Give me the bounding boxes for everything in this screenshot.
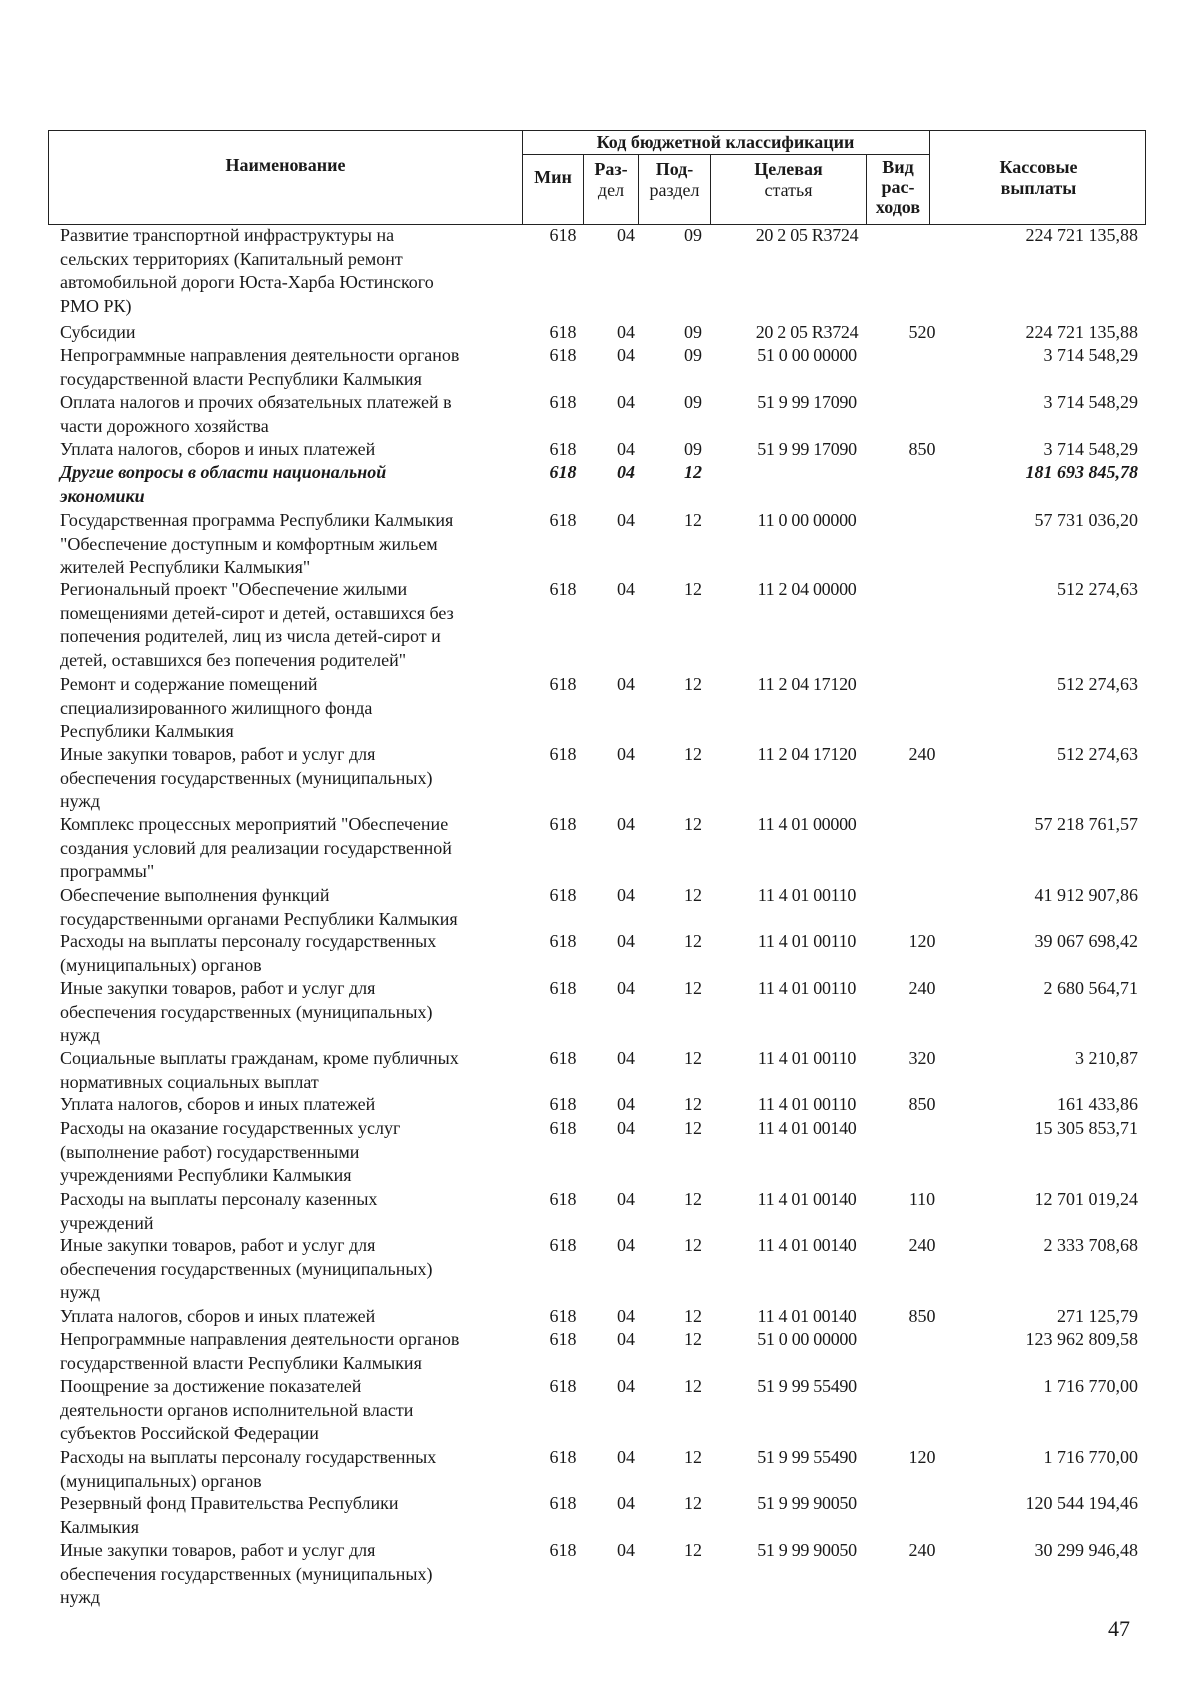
row-name-line: обеспечения государственных (муниципальных) [60,1563,433,1584]
row-min: 618 [549,814,577,834]
row-vid-rashodov: 320 [908,1048,936,1068]
row-razdel: 04 [617,1493,635,1513]
row-name-line: Другие вопросы в области национальной [60,462,387,482]
row-podrazdel: 12 [684,1118,702,1138]
row-celevaya-statya: 11 2 04 17120 [757,744,857,764]
row-name-line: государственной власти Республики Калмыкия [60,368,422,389]
row-podrazdel: 12 [684,1376,702,1396]
row-razdel: 04 [617,1329,635,1349]
row-min: 618 [549,439,577,459]
header-name: Наименование [225,155,346,175]
row-min: 618 [549,1329,577,1349]
row-name-line: нужд [60,1025,100,1045]
header-min: Мин [534,167,572,187]
header-razdel: Раз- дел [594,159,628,200]
row-min: 618 [549,1118,577,1138]
row-razdel: 04 [617,225,635,245]
row-min: 618 [549,462,577,482]
row-podrazdel: 12 [684,462,702,482]
row-vid-rashodov: 110 [908,1189,936,1209]
row-kassa-sum: 123 962 809,58 [1025,1329,1138,1349]
row-podrazdel: 12 [684,1447,702,1467]
row-name [60,884,525,931]
row-kassa-sum: 2 680 564,71 [1043,978,1138,998]
row-podrazdel: 12 [684,1540,702,1560]
row-min: 618 [549,1540,577,1560]
row-name-line: Непрограммные направления деятельности органов [60,345,460,365]
row-celevaya-statya: 51 9 99 55490 [757,1447,857,1467]
row-name-line: Резервный фонд Правительства Республики [60,1493,399,1513]
row-podrazdel: 12 [684,510,702,530]
row-name [60,224,525,318]
row-name [60,673,525,744]
row-name-line: Развитие транспортной инфраструктуры на [60,225,395,245]
row-kassa-sum: 512 274,63 [1057,744,1138,764]
row-name [60,1047,525,1094]
row-podrazdel: 12 [684,1094,702,1114]
row-name-line: Иные закупки товаров, работ и услуг для [60,744,376,764]
row-name-line: Иные закупки товаров, работ и услуг для [60,978,376,998]
row-podrazdel: 12 [684,744,702,764]
row-name-line: Иные закупки товаров, работ и услуг для [60,1235,376,1255]
row-name-line: Ремонт и содержание помещений [60,674,318,694]
row-name [60,1188,525,1235]
row-razdel: 04 [617,439,635,459]
row-podrazdel: 12 [684,978,702,998]
row-kassa-sum: 120 544 194,46 [1025,1493,1138,1513]
row-name-line: Региональный проект "Обеспечение жилыми [60,579,408,599]
row-name-line: попечения родителей, лиц из числа детей-сирот и [60,626,441,646]
row-celevaya-statya: 11 4 01 00110 [757,885,857,905]
row-kassa-sum: 161 433,86 [1057,1094,1138,1114]
row-celevaya-statya: 11 4 01 00110 [757,1048,857,1068]
row-celevaya-statya: 11 4 01 00110 [757,931,857,951]
row-razdel: 04 [617,1540,635,1560]
row-podrazdel: 12 [684,1189,702,1209]
row-kassa-sum: 3 714 548,29 [1043,392,1138,412]
row-kassa-sum: 512 274,63 [1057,579,1138,599]
row-name-line: Расходы на выплаты персоналу казенных [60,1189,378,1209]
row-razdel: 04 [617,931,635,951]
header-kassa: Кассовые выплаты [999,157,1078,198]
row-min: 618 [549,885,577,905]
row-kassa-sum: 271 125,79 [1057,1306,1138,1326]
row-name-line: учреждениями Республики Калмыкия [60,1165,352,1185]
row-name-line: детей, оставшихся без попечения родителей" [60,649,407,670]
row-name-line: государственными органами Республики Калмыкия [60,908,458,929]
row-kassa-sum: 2 333 708,68 [1043,1235,1138,1255]
row-name [60,1305,525,1329]
row-razdel: 04 [617,322,635,342]
row-celevaya-statya: 51 9 99 90050 [757,1493,857,1513]
row-name-line: экономики [60,485,145,506]
row-vid-rashodov: 120 [908,1447,936,1467]
row-name-line: нужд [60,1587,100,1607]
row-min: 618 [549,1447,577,1467]
row-name [60,1492,525,1539]
row-podrazdel: 12 [684,1235,702,1255]
row-podrazdel: 09 [684,345,702,365]
row-kassa-sum: 512 274,63 [1057,674,1138,694]
row-celevaya-statya: 51 0 00 00000 [757,345,857,365]
row-celevaya-statya: 20 2 05 R3724 [755,322,859,342]
row-min: 618 [549,225,577,245]
header-vid: Вид рас- ходов [875,157,921,217]
row-name-line: помещениями детей-сирот и детей, оставшихся без [60,602,454,623]
row-podrazdel: 12 [684,1329,702,1349]
row-celevaya-statya: 11 2 04 00000 [757,579,857,599]
row-name [60,1539,525,1610]
row-name-line: сельских территориях (Капитальный ремонт [60,248,403,269]
table-header [48,130,1146,225]
row-kassa-sum: 181 693 845,78 [1025,462,1138,482]
row-name-line: Обеспечение выполнения функций [60,885,330,905]
row-name-line: Оплата налогов и прочих обязательных платежей в [60,392,452,412]
row-vid-rashodov: 240 [908,1540,936,1560]
row-name-line: (муниципальных) органов [60,954,262,975]
row-celevaya-statya: 11 2 04 17120 [757,674,857,694]
row-celevaya-statya: 11 4 01 00110 [757,978,857,998]
row-name-line: обеспечения государственных (муниципальных) [60,1001,433,1022]
row-podrazdel: 12 [684,1493,702,1513]
row-razdel: 04 [617,1118,635,1138]
row-name [60,461,525,508]
row-podrazdel: 09 [684,439,702,459]
row-name-line: Калмыкия [60,1516,140,1537]
row-razdel: 04 [617,1447,635,1467]
row-kassa-sum: 41 912 907,86 [1034,885,1138,905]
row-min: 618 [549,1493,577,1513]
row-name-line: (выполнение работ) государственными [60,1141,360,1162]
row-podrazdel: 12 [684,931,702,951]
row-kassa-sum: 12 701 019,24 [1034,1189,1138,1209]
row-min: 618 [549,510,577,530]
row-name [60,930,525,977]
row-min: 618 [549,674,577,694]
row-kassa-sum: 3 714 548,29 [1043,345,1138,365]
row-razdel: 04 [617,674,635,694]
row-kassa-sum: 57 218 761,57 [1034,814,1138,834]
header-celevaya: Целевая статья [754,159,823,200]
row-min: 618 [549,1048,577,1068]
row-kassa-sum: 1 716 770,00 [1043,1447,1138,1467]
header-podrazdel: Под- раздел [649,159,700,200]
row-vid-rashodov: 240 [908,978,936,998]
row-razdel: 04 [617,1189,635,1209]
row-razdel: 04 [617,510,635,530]
row-celevaya-statya: 51 9 99 55490 [757,1376,857,1396]
row-name-line: нужд [60,1282,100,1302]
row-min: 618 [549,1376,577,1396]
row-razdel: 04 [617,1306,635,1326]
row-name [60,509,525,580]
row-celevaya-statya: 11 4 01 00000 [757,814,857,834]
row-name-line: Поощрение за достижение показателей [60,1376,362,1396]
row-name-line: Республики Калмыкия [60,721,234,741]
row-razdel: 04 [617,744,635,764]
row-name [60,813,525,884]
row-name-line: нормативных социальных выплат [60,1071,319,1092]
row-min: 618 [549,392,577,412]
row-name-line: Иные закупки товаров, работ и услуг для [60,1540,376,1560]
row-kassa-sum: 30 299 946,48 [1034,1540,1138,1560]
row-celevaya-statya: 11 4 01 00140 [757,1189,857,1209]
row-razdel: 04 [617,1376,635,1396]
row-name [60,344,525,391]
row-vid-rashodov: 520 [908,322,936,342]
row-name-line: Субсидии [60,322,136,342]
page-number: 47 [1108,1616,1130,1641]
row-name-line: нужд [60,791,100,811]
row-min: 618 [549,931,577,951]
row-min: 618 [549,345,577,365]
row-min: 618 [549,744,577,764]
row-min: 618 [549,1306,577,1326]
row-vid-rashodov: 120 [908,931,936,951]
row-name-line: Уплата налогов, сборов и иных платежей [60,1306,376,1326]
row-vid-rashodov: 240 [908,744,936,764]
row-vid-rashodov: 850 [908,1094,936,1114]
row-kassa-sum: 3 714 548,29 [1043,439,1138,459]
row-vid-rashodov: 850 [908,439,936,459]
row-podrazdel: 09 [684,225,702,245]
row-name-line: Расходы на оказание государственных услуг [60,1118,401,1138]
row-podrazdel: 12 [684,814,702,834]
row-razdel: 04 [617,1048,635,1068]
row-name-line: РМО РК) [60,295,132,316]
row-min: 618 [549,1235,577,1255]
row-kassa-sum: 3 210,87 [1075,1048,1138,1068]
row-razdel: 04 [617,1094,635,1114]
row-name [60,1375,525,1446]
row-name-line: создания условий для реализации государственной [60,837,452,858]
row-name-line: специализированного жилищного фонда [60,697,373,718]
row-kassa-sum: 1 716 770,00 [1043,1376,1138,1396]
row-razdel: 04 [617,462,635,482]
row-podrazdel: 12 [684,674,702,694]
row-min: 618 [549,1189,577,1209]
row-name [60,321,525,345]
row-celevaya-statya: 11 0 00 00000 [757,510,857,530]
row-name [60,391,525,438]
row-name-line: (муниципальных) органов [60,1470,262,1491]
row-celevaya-statya: 51 9 99 90050 [757,1540,857,1560]
row-name-line: государственной власти Республики Калмыкия [60,1352,422,1373]
row-name-line: "Обеспечение доступным и комфортным жильем [60,533,438,554]
row-podrazdel: 12 [684,1048,702,1068]
row-min: 618 [549,1094,577,1114]
row-celevaya-statya: 11 4 01 00140 [757,1306,857,1326]
row-name [60,1117,525,1188]
row-razdel: 04 [617,978,635,998]
row-razdel: 04 [617,345,635,365]
row-kassa-sum: 15 305 853,71 [1034,1118,1138,1138]
row-kassa-sum: 39 067 698,42 [1034,931,1138,951]
row-name-line: Уплата налогов, сборов и иных платежей [60,439,376,459]
row-celevaya-statya: 51 0 00 00000 [757,1329,857,1349]
row-podrazdel: 09 [684,392,702,412]
row-celevaya-statya: 51 9 99 17090 [757,392,857,412]
row-name-line: Комплекс процессных мероприятий "Обеспечение [60,814,449,834]
row-razdel: 04 [617,1235,635,1255]
row-name-line: учреждений [60,1212,154,1233]
row-name-line: жителей Республики Калмыкия" [60,557,311,577]
header-budget-code: Код бюджетной классификации [596,132,855,152]
row-name-line: Расходы на выплаты персоналу государственных [60,1447,437,1467]
row-name-line: автомобильной дороги Юста-Харба Юстинского [60,272,434,292]
row-podrazdel: 12 [684,885,702,905]
row-name-line: Уплата налогов, сборов и иных платежей [60,1094,376,1114]
row-name-line: программы" [60,861,155,881]
row-celevaya-statya: 11 4 01 00110 [757,1094,857,1114]
row-name [60,977,525,1048]
row-kassa-sum: 224 721 135,88 [1025,322,1138,342]
row-celevaya-statya: 51 9 99 17090 [757,439,857,459]
row-name-line: Социальные выплаты гражданам, кроме публичных [60,1048,459,1068]
row-name [60,743,525,814]
row-name [60,578,525,672]
row-name [60,1328,525,1375]
row-name-line: деятельности органов исполнительной власти [60,1399,414,1420]
row-name-line: обеспечения государственных (муниципальных) [60,767,433,788]
row-razdel: 04 [617,885,635,905]
row-name-line: Расходы на выплаты персоналу государственных [60,931,437,951]
row-min: 618 [549,579,577,599]
row-celevaya-statya: 11 4 01 00140 [757,1235,857,1255]
row-celevaya-statya: 20 2 05 R3724 [755,225,859,245]
row-name [60,1234,525,1305]
row-podrazdel: 12 [684,579,702,599]
row-vid-rashodov: 850 [908,1306,936,1326]
row-name [60,1446,525,1493]
row-razdel: 04 [617,814,635,834]
row-kassa-sum: 224 721 135,88 [1025,225,1138,245]
row-razdel: 04 [617,579,635,599]
row-razdel: 04 [617,392,635,412]
row-name [60,438,525,462]
row-name-line: части дорожного хозяйства [60,415,269,436]
row-kassa-sum: 57 731 036,20 [1034,510,1138,530]
row-name-line: Государственная программа Республики Калмыкия [60,510,454,530]
row-podrazdel: 09 [684,322,702,342]
row-min: 618 [549,978,577,998]
row-name-line: обеспечения государственных (муниципальных) [60,1258,433,1279]
row-name [60,1093,525,1117]
row-name-line: субъектов Российской Федерации [60,1423,319,1443]
row-podrazdel: 12 [684,1306,702,1326]
row-vid-rashodov: 240 [908,1235,936,1255]
row-min: 618 [549,322,577,342]
row-name-line: Непрограммные направления деятельности органов [60,1329,460,1349]
row-celevaya-statya: 11 4 01 00140 [757,1118,857,1138]
